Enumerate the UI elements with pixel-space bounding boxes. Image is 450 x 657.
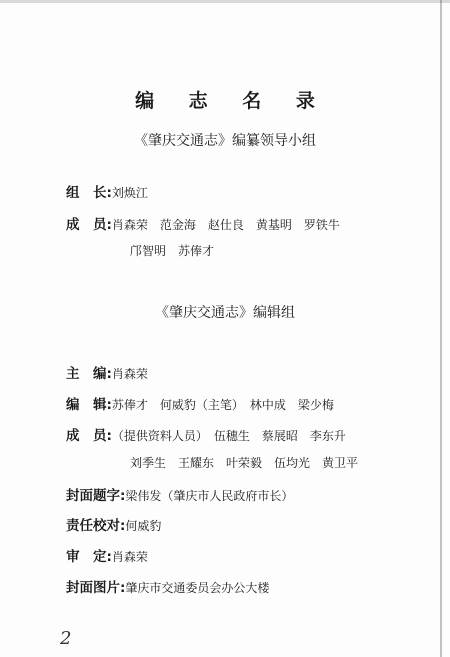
row-members (66, 213, 340, 233)
row-value: 刘焕江 (111, 186, 148, 200)
row-label: 封面图片: (66, 580, 126, 596)
row-value: 何威豹 (125, 519, 162, 533)
row-label: 审 定: (66, 549, 112, 565)
row-label: 主 编: (66, 366, 112, 382)
row-editorial-members (66, 424, 346, 444)
row-value: 梁伟发（肇庆市人民政府市长） (125, 489, 294, 503)
row-editorial-members-continuation: 刘季生 王耀东 叶荣毅 伍均光 黄卫平 (130, 456, 359, 470)
row-label: 责任校对: (66, 518, 126, 534)
section-heading-leadership: 《肇庆交通志》编纂领导小组 (134, 133, 316, 149)
section-heading-editorial: 《肇庆交通志》编辑组 (155, 305, 295, 321)
row-cover-photo (66, 576, 269, 596)
row-label: 封面题字: (66, 488, 126, 504)
scan-edge-top (0, 0, 450, 3)
row-reviewer (66, 545, 148, 565)
row-cover-calligraphy (66, 484, 293, 504)
row-members-continuation: 邝智明 苏俸才 (130, 244, 215, 258)
row-value: 苏俸才 何威豹（主笔） 林中成 梁少梅 (111, 398, 334, 412)
row-proofreader (66, 514, 161, 534)
row-value: 肖森荣 范金海 赵仕良 黄基明 罗铁牛 (111, 218, 340, 232)
row-label: 成 员: (66, 428, 112, 444)
row-value: （提供资料人员） 伍穗生 蔡展昭 李东升 (111, 429, 346, 443)
row-chief-editor (66, 362, 148, 382)
row-label: 编 辑: (66, 397, 112, 413)
row-label: 成 员: (66, 217, 112, 233)
row-value: 肖森荣 (111, 550, 148, 564)
page-title: 编 志 名 录 (135, 90, 329, 112)
page-number: 2 (60, 628, 72, 649)
row-group-leader (66, 181, 148, 201)
row-label: 组 长: (66, 185, 112, 201)
row-value: 肇庆市交通委员会办公大楼 (125, 581, 270, 595)
row-value: 肖森荣 (111, 367, 148, 381)
row-editors (66, 393, 334, 413)
